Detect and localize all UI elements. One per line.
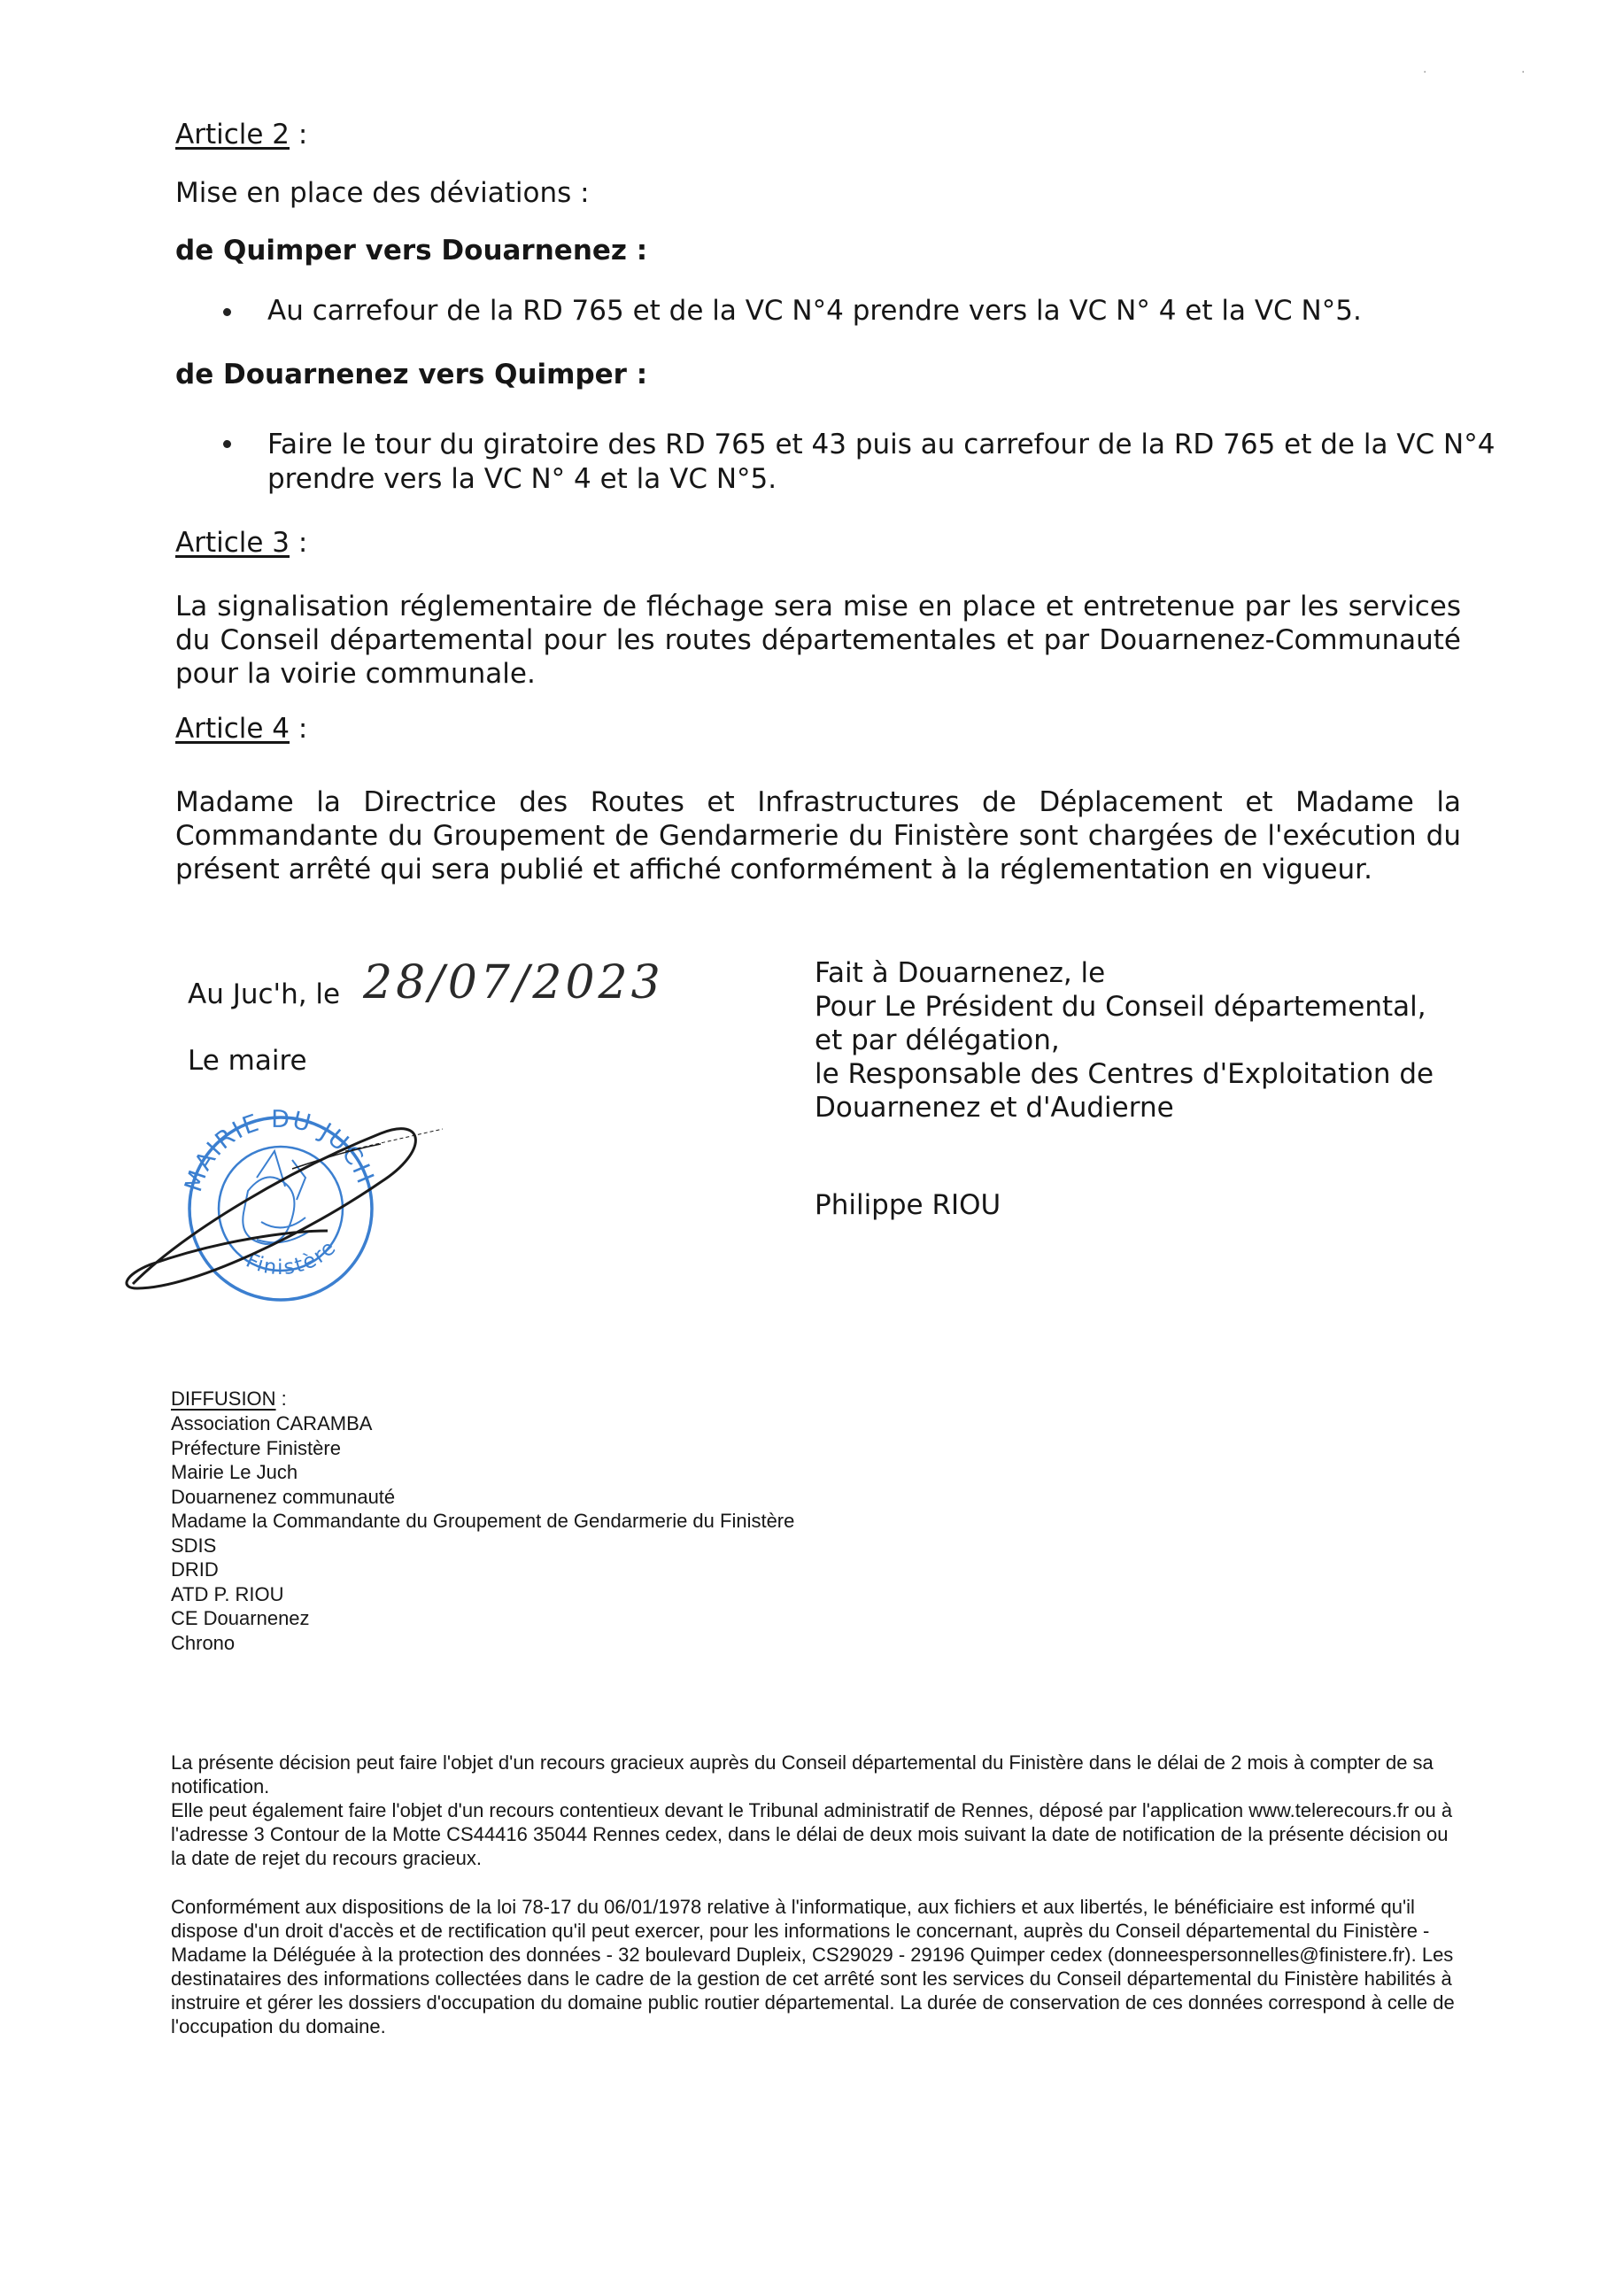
diffusion-title: DIFFUSION : bbox=[171, 1388, 287, 1410]
list-item: Chrono bbox=[171, 1631, 236, 1654]
signature-right-line3: et par délégation, bbox=[815, 1024, 1060, 1056]
list-item: Douarnenez communauté bbox=[171, 1485, 396, 1508]
article-2-title: Article 2 : bbox=[175, 119, 308, 151]
list-item: DRID bbox=[171, 1558, 219, 1581]
article-4-heading: Article 4 bbox=[175, 713, 290, 745]
stamp-text-bottom: Finistère bbox=[242, 1235, 342, 1280]
article-3-body: La signalisation réglementaire de fléchage sera mise en place et entretenue par les services du Conseil départemental pour les routes départementales et par Douarnenez-Communauté pour la voirie communale. bbox=[175, 591, 1461, 690]
legal-notice-rgpd bbox=[171, 1895, 1464, 2038]
list-item: Association CARAMBA bbox=[171, 1412, 373, 1434]
deviation-2-line2: prendre vers la VC N° 4 et la VC N°5. bbox=[267, 463, 777, 495]
article-3-title: Article 3 : bbox=[175, 527, 308, 559]
handwritten-date: 28/07/2023 bbox=[363, 956, 664, 1009]
scan-mark: · bbox=[1521, 66, 1526, 80]
article-4-body: Madame la Directrice des Routes et Infrastructures de Déplacement et Madame la Commandante du Groupement de Gendarmerie du Finistère sont chargées de l'exécution du présent arrêté qui sera publié et affiché conformément à la réglementation en vigueur. bbox=[175, 786, 1461, 885]
mairie-stamp-and-signature bbox=[115, 1098, 469, 1319]
list-item: Madame la Commandante du Groupement de Gendarmerie du Finistère bbox=[171, 1510, 795, 1532]
article-4-title: Article 4 : bbox=[175, 713, 308, 745]
stamp-text-top: MAIRIE DU JUCH bbox=[180, 1105, 380, 1195]
signatory-role: Le maire bbox=[188, 1045, 307, 1077]
scan-mark: · bbox=[1423, 66, 1427, 80]
rgpd-text: Conformément aux dispositions de la loi 78-17 du 06/01/1978 relative à l'informatique, aux fichiers et aux libertés, le bénéficiaire est informé qu'il dispose d'un droit d'accès et de rectification qu'il peut exercer, pour les informations le concernant, auprès du Conseil départemental du Finistère - Madame la Déléguée à la protection des données - 32 boulevard Dupleix, CS29029 - 29196 Quimper cedex (donneespersonnelles@finistere.fr). Les destinataires des informations collectées dans le cadre de la gestion de cet arrêté sont les services du Conseil départemental du Finistère habilités à instruire et gérer les dossiers d'occupation du domaine public routier départemental. La durée de conservation de ces données correspond à celle de l'occupation du domaine. bbox=[171, 1896, 1455, 2037]
recours-contentieux-text: Elle peut également faire l'objet d'un recours contentieux devant le Tribunal administratif de Rennes, déposé par l'application www.telerecours.fr ou à l'adresse 3 Contour de la Motte CS44416 35044 Rennes cedex, dans le délai de deux mois suivant la date de notification de la présente décision ou la date de rejet du recours gracieux. bbox=[171, 1799, 1453, 1869]
article-3-heading: Article 3 bbox=[175, 527, 290, 559]
deviation-2-line1: Faire le tour du giratoire des RD 765 et 43 puis au carrefour de la RD 765 et de la VC N°4 bbox=[267, 429, 1495, 460]
signature-right-line4: le Responsable des Centres d'Exploitation de bbox=[815, 1058, 1434, 1090]
list-item: Mairie Le Juch bbox=[171, 1461, 298, 1483]
bullet-icon bbox=[223, 308, 231, 316]
diffusion-list bbox=[171, 1411, 794, 1655]
place-date-label: Au Juc'h, le bbox=[188, 978, 341, 1010]
route-douarnenez-quimper: de Douarnenez vers Quimper : bbox=[175, 359, 648, 390]
recours-gracieux-text: La présente décision peut faire l'objet d'un recours gracieux auprès du Conseil départemental du Finistère dans le délai de 2 mois à compter de sa notification. bbox=[171, 1751, 1434, 1797]
signatory-name: Philippe RIOU bbox=[815, 1189, 1001, 1221]
diffusion-heading: DIFFUSION bbox=[171, 1388, 276, 1410]
legal-notice-recours bbox=[171, 1751, 1464, 1870]
list-item: Préfecture Finistère bbox=[171, 1436, 341, 1459]
bullet-icon bbox=[223, 440, 231, 448]
signature-right-line2: Pour Le Président du Conseil départemental, bbox=[815, 991, 1426, 1023]
route-quimper-douarnenez: de Quimper vers Douarnenez : bbox=[175, 235, 648, 267]
list-item: CE Douarnenez bbox=[171, 1607, 310, 1629]
signature-right-line5: Douarnenez et d'Audierne bbox=[815, 1092, 1174, 1124]
article-2-intro: Mise en place des déviations : bbox=[175, 177, 590, 209]
list-item: SDIS bbox=[171, 1534, 217, 1557]
deviation-1: Au carrefour de la RD 765 et de la VC N°4 prendre vers la VC N° 4 et la VC N°5. bbox=[267, 295, 1362, 327]
list-item: ATD P. RIOU bbox=[171, 1582, 284, 1605]
signature-right-line1: Fait à Douarnenez, le bbox=[815, 957, 1106, 989]
article-2-heading: Article 2 bbox=[175, 119, 290, 151]
